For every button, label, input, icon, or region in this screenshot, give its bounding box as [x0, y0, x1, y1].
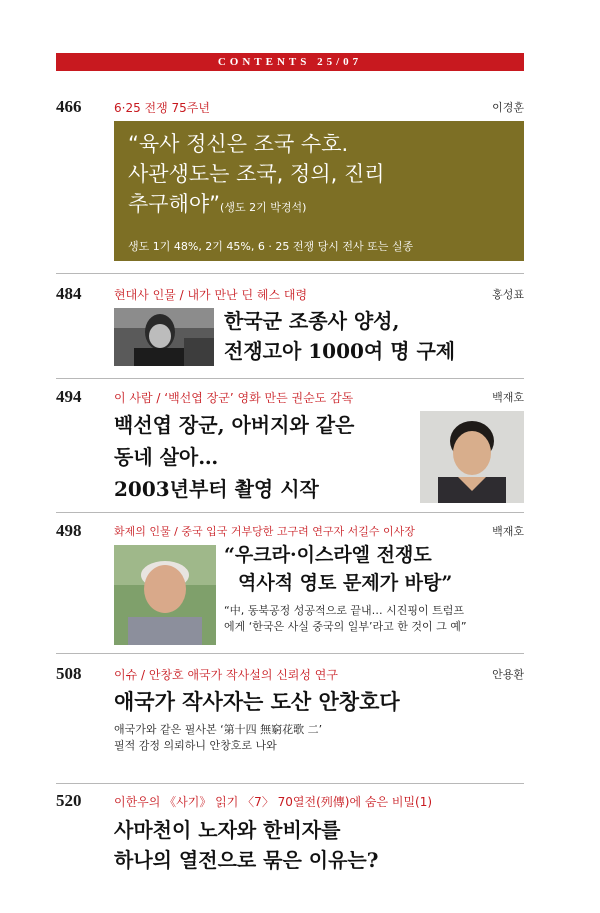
headline [114, 815, 378, 875]
author: 홍성표 [492, 288, 524, 301]
deck-line: 필적 감정 의뢰하니 안창호로 나와 [114, 739, 277, 752]
author: 이경훈 [492, 101, 524, 114]
page-number: 520 [56, 791, 82, 810]
headline-line: 2003년부터 촬영 시작 [114, 477, 319, 501]
toc-entry-508[interactable] [56, 664, 524, 774]
toc-entry-466[interactable] [56, 97, 524, 265]
divider [56, 783, 524, 784]
divider [56, 273, 524, 274]
page-number: 466 [56, 97, 82, 116]
headline-line: 한국군 조종사 양성, [224, 309, 400, 333]
author: 백재호 [492, 391, 524, 404]
quote-attribution: (생도 2기 박경석) [220, 201, 307, 214]
headline [114, 409, 354, 505]
author: 백재호 [492, 525, 524, 538]
divider [56, 378, 524, 379]
divider [56, 653, 524, 654]
kicker: 화제의 인물 / 중국 입국 거부당한 고구려 연구자 서길수 이사장 [114, 525, 415, 538]
headline [224, 306, 455, 366]
deck [224, 603, 467, 635]
toc-entry-520[interactable] [56, 791, 524, 891]
kicker: 이 사람 / ‘백선엽 장군’ 영화 만든 권순도 감독 [114, 391, 354, 405]
headline-line: 역사적 영토 문제가 바탕” [238, 572, 453, 594]
page-number: 484 [56, 284, 82, 303]
headline: 애국가 작사자는 도산 안창호다 [114, 689, 400, 714]
headline-line: 하나의 열전으로 묶은 이유는? [114, 848, 379, 872]
contents-header: CONTENTS 25/07 [56, 53, 524, 71]
headline-line: “우크라·이스라엘 전쟁도 [224, 544, 432, 566]
kicker: 이슈 / 안창호 애국가 작사설의 신뢰성 연구 [114, 668, 338, 682]
toc-entry-494[interactable] [56, 387, 524, 507]
toc-entry-484[interactable] [56, 284, 524, 372]
headline-line: 동네 살아… [114, 445, 219, 469]
subheading: 생도 1기 48%, 2기 45%, 6 · 25 전쟁 당시 전사 또는 실종 [128, 240, 414, 253]
quote-box [114, 121, 524, 261]
deck-line: “中, 동북공정 성공적으로 끝내… 시진핑이 트럼프 [224, 604, 464, 617]
director-portrait [420, 411, 524, 503]
author: 안용환 [492, 668, 524, 681]
page-number: 494 [56, 387, 82, 406]
page-number: 498 [56, 521, 82, 540]
page-number: 508 [56, 664, 82, 683]
kicker: 6·25 전쟁 75주년 [114, 101, 210, 115]
toc-entry-498[interactable] [56, 521, 524, 651]
deck-line: 에게 ‘한국은 사실 중국의 일부’라고 한 것이 그 예” [224, 620, 467, 633]
deck-line: 애국가와 같은 필사본 ‘第十四 無窮花歌 二’ [114, 723, 323, 736]
quote-line: 사관생도는 조국, 정의, 진리 [128, 162, 385, 186]
headline-line: 사마천이 노자와 한비자를 [114, 818, 341, 842]
quote-line: 추구해야” [128, 192, 221, 216]
pull-quote [128, 129, 385, 223]
quote-line: “육사 정신은 조국 수호. [128, 132, 349, 156]
headline-line: 전쟁고아 1000여 명 구제 [224, 339, 456, 363]
kicker: 이한우의 《사기》 읽기 〈7〉 70열전(列傳)에 숨은 비밀(1) [114, 795, 433, 809]
dean-hess-photo [114, 308, 214, 366]
headline-line: 백선엽 장군, 아버지와 같은 [114, 413, 355, 437]
researcher-portrait [114, 545, 216, 645]
divider [56, 512, 524, 513]
headline [224, 541, 452, 597]
kicker: 현대사 인물 / 내가 만난 딘 헤스 대령 [114, 288, 308, 302]
deck [114, 722, 322, 754]
